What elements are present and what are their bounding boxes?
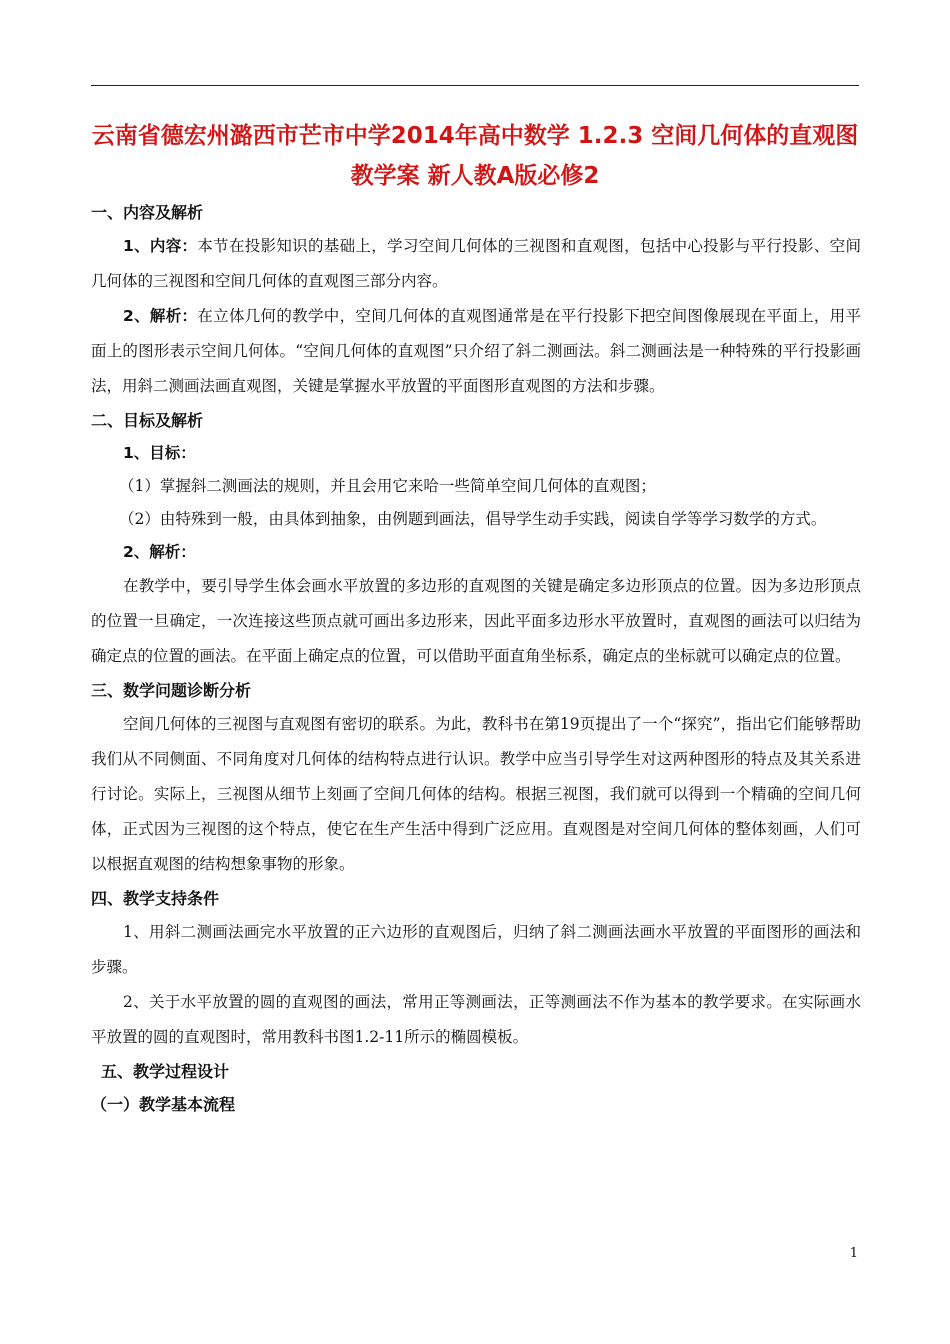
goal-analysis-label: 2、解析： bbox=[123, 543, 196, 561]
goal-label: 1、目标： bbox=[123, 444, 196, 462]
document-title: 云南省德宏州潞西市芒市中学2014年高中数学 1.2.3 空间几何体的直观图 教学案 新人教A版必修2 bbox=[91, 123, 859, 189]
page-number: 1 bbox=[849, 1246, 858, 1261]
diagnosis-paragraph: 空间几何体的三视图与直观图有密切的联系。为此，教科书在第19页提出了一个“探究”，指出它们能够帮助我们从不同侧面、不同角度对几何体的结构特点进行认识。教学中应当引导学生对这两种图形的特点及其关系进行讨论。实际上，三视图从细节上刻画了空间几何体的结构。根据三视图，我们就可以得到一个精确的空间几何体，正式因为三视图的这个特点，使它在生产生活中得到广泛应用。直观图是对空间几何体的整体刻画，人们可以根据直观图的结构想象事物的形象。 bbox=[91, 715, 861, 873]
section-heading-4: 四、教学支持条件 bbox=[91, 889, 220, 908]
content-paragraph bbox=[91, 229, 861, 299]
goal-item-1: （1）掌握斜二测画法的规则，并且会用它来哈一些简单空间几何体的直观图； bbox=[119, 477, 656, 495]
goal-item-2: （2）由特殊到一般，由具体到抽象，由例题到画法，倡导学生动手实践，阅读自学等学习数学的方式。 bbox=[119, 510, 827, 528]
support-paragraph-2: 2、关于水平放置的圆的直观图的画法，常用正等测画法，正等测画法不作为基本的教学要求。在实际画水平放置的圆的直观图时，常用教科书图1.2-11所示的椭圆模板。 bbox=[91, 993, 861, 1046]
analysis-text: 在立体几何的教学中，空间几何体的直观图通常是在平行投影下把空间图像展现在平面上，用平面上的图形表示空间几何体。“空间几何体的直观图”只介绍了斜二测画法。斜二测画法是一种特殊的平行投影画法，用斜二测画法画直观图，关键是掌握水平放置的平面图形直观图的方法和步骤。 bbox=[91, 307, 861, 395]
content-text: 本节在投影知识的基础上，学习空间几何体的三视图和直观图，包括中心投影与平行投影、空间几何体的三视图和空间几何体的直观图三部分内容。 bbox=[91, 237, 861, 290]
section-heading-5: 五、教学过程设计 bbox=[101, 1062, 230, 1081]
analysis-paragraph bbox=[91, 299, 861, 404]
header-rule bbox=[91, 85, 859, 86]
section-heading-3: 三、数学问题诊断分析 bbox=[91, 681, 252, 700]
goal-analysis-text: 在教学中，要引导学生体会画水平放置的多边形的直观图的关键是确定多边形顶点的位置。因为多边形顶点的位置一旦确定，一次连接这些顶点就可画出多边形来，因此平面多边形水平放置时，直观图的画法可以归结为确定点的位置的画法。在平面上确定点的位置，可以借助平面直角坐标系，确定点的坐标就可以确定点的位置。 bbox=[91, 577, 861, 665]
subsection-heading: （一）教学基本流程 bbox=[91, 1095, 236, 1114]
support-paragraph-1: 1、用斜二测画法画完水平放置的正六边形的直观图后，归纳了斜二测画法画水平放置的平面图形的画法和步骤。 bbox=[91, 923, 861, 976]
section-heading-2: 二、目标及解析 bbox=[91, 411, 204, 430]
analysis-label: 2、解析： bbox=[123, 307, 198, 325]
section-heading-1: 一、内容及解析 bbox=[91, 203, 204, 222]
content-label: 1、内容： bbox=[123, 237, 198, 255]
document-body bbox=[91, 196, 861, 1121]
